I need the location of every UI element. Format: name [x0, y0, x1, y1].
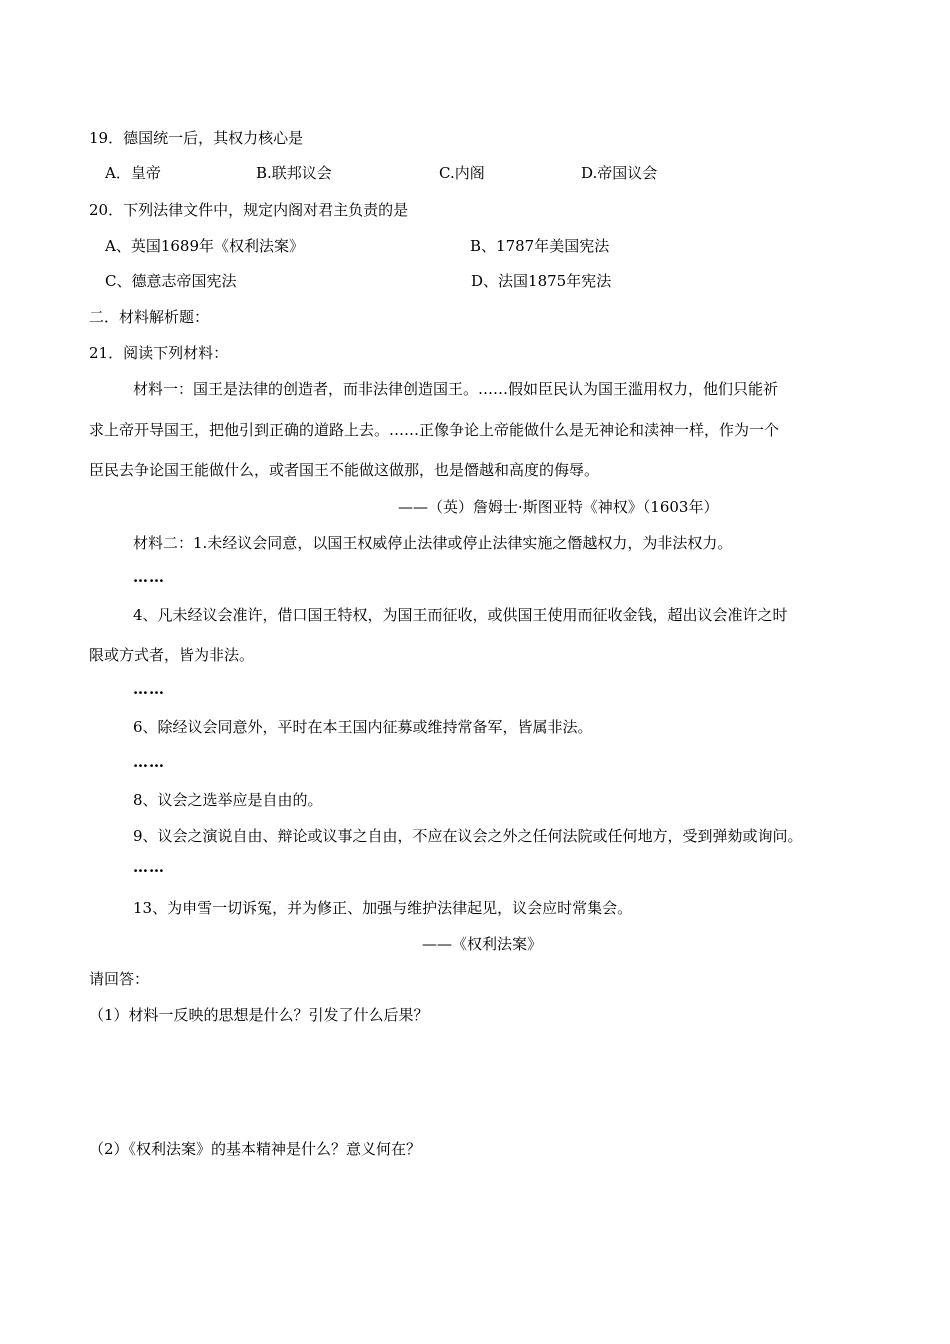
q19-option-b: B.联邦议会	[256, 164, 332, 182]
section-title: 二．材料解析题：	[89, 308, 210, 326]
material1-source: ——（英）詹姆士·斯图亚特《神权》（1603年）	[398, 498, 719, 516]
answer-prompt: 请回答：	[89, 970, 150, 988]
q20-option-c: C、德意志帝国宪法	[105, 272, 237, 290]
material1-line2: 求上帝开导国王，把他引到正确的道路上去。……正像争论上帝能做什么是无神论和渎神一样，作为一个	[89, 421, 780, 439]
material1-line1: 材料一：国王是法律的创造者，而非法律创造国王。……假如臣民认为国王滥用权力，他们只能祈	[133, 380, 779, 398]
q19-option-c: C.内阁	[439, 164, 485, 182]
article13: 13、为申雪一切诉冤，并为修正、加强与维护法律起见，议会应时常集会。	[133, 899, 633, 917]
q19-stem: 19．德国统一后，其权力核心是	[89, 129, 304, 147]
q20-option-d: D、法国1875年宪法	[471, 272, 612, 290]
article9: 9、议会之演说自由、辩论或议事之自由，不应在议会之外之任何法院或任何地方，受到弹劾或询问。	[133, 827, 803, 845]
q19-option-d: D.帝国议会	[581, 164, 658, 182]
q19-option-a: A．皇帝	[105, 164, 161, 182]
sub-question-2: （2）《权利法案》的基本精神是什么？意义何在？	[89, 1140, 422, 1158]
article8: 8、议会之选举应是自由的。	[133, 791, 323, 809]
q21-stem: 21．阅读下列材料：	[89, 344, 229, 362]
material2-source: ——《权利法案》	[422, 935, 543, 953]
ellipsis-1: ……	[133, 568, 165, 586]
q20-stem: 20．下列法律文件中，规定内阁对君主负责的是	[89, 201, 409, 219]
material1-line3: 臣民去争论国王能做什么，或者国王不能做这做那，也是僭越和高度的侮辱。	[89, 461, 600, 479]
sub-question-1: （1）材料一反映的思想是什么？引发了什么后果？	[89, 1006, 429, 1024]
material2-intro: 材料二：1.未经议会同意，以国王权威停止法律或停止法律实施之僭越权力，为非法权力。	[133, 534, 733, 552]
q20-option-b: B、1787年美国宪法	[470, 237, 610, 255]
ellipsis-3: ……	[133, 753, 165, 771]
ellipsis-2: ……	[133, 680, 165, 698]
article6: 6、除经议会同意外，平时在本王国内征募或维持常备军，皆属非法。	[133, 718, 593, 736]
article4-line2: 限或方式者，皆为非法。	[89, 646, 255, 664]
article4-line1: 4、凡未经议会准许，借口国王特权，为国王而征收，或供国王使用而征收金钱，超出议会准许之时	[133, 606, 788, 624]
ellipsis-4: ……	[133, 858, 165, 876]
q20-option-a: A、英国1689年《权利法案》	[105, 237, 305, 255]
